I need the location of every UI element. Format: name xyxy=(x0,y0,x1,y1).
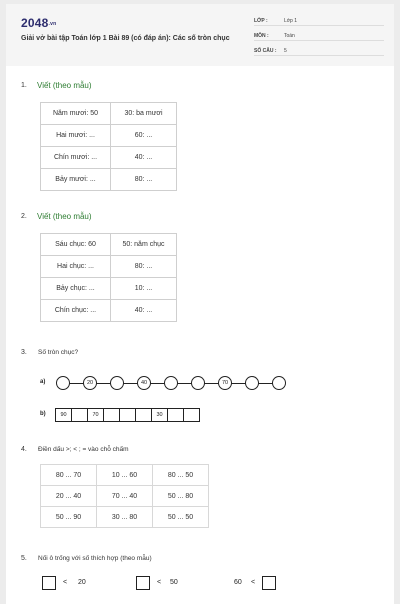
number-circle xyxy=(272,376,286,390)
table-cell: Hai chục: ... xyxy=(41,256,111,278)
table-row xyxy=(41,278,177,300)
meta-count-key: SỐ CÂU : xyxy=(254,48,277,54)
table-row xyxy=(41,125,177,147)
compare-cell: 10 ... 60 xyxy=(97,465,153,486)
table-row xyxy=(41,234,177,256)
table-row xyxy=(41,147,177,169)
q1-table xyxy=(40,102,177,191)
q5-number: 5. xyxy=(21,555,27,562)
q1-number: 1. xyxy=(21,82,27,89)
table-row xyxy=(41,256,177,278)
inequality-sign: < xyxy=(63,579,68,586)
compare-cell: 80 ... 50 xyxy=(153,465,209,486)
q2-title: Viết (theo mẫu) xyxy=(37,212,92,221)
table-cell: Bảy chục: ... xyxy=(41,278,111,300)
table-cell: Bảy mươi: ... xyxy=(41,169,111,191)
meta-question-count xyxy=(254,46,384,56)
q3b-label: b) xyxy=(40,411,46,417)
compare-cell: 70 ... 40 xyxy=(97,486,153,507)
number-box: 70 xyxy=(87,408,104,422)
number-circle: 40 xyxy=(137,376,151,390)
q1-title: Viết (theo mẫu) xyxy=(37,81,92,90)
worksheet-title: Giải vở bài tập Toán lớp 1 Bài 89 (có đáp án): Các số tròn chục xyxy=(21,35,230,42)
worksheet-page xyxy=(6,4,394,604)
compare-cell: 50 ... 90 xyxy=(41,507,97,528)
compare-cell: 80 ... 70 xyxy=(41,465,97,486)
table-cell: 80: ... xyxy=(111,169,177,191)
number-circle: 20 xyxy=(83,376,97,390)
q4-compare-grid xyxy=(40,464,209,528)
number-circle xyxy=(191,376,205,390)
table-row xyxy=(41,465,209,486)
table-cell: Sáu chục: 60 xyxy=(41,234,111,256)
q3a-label: a) xyxy=(40,379,46,385)
table-cell: 80: ... xyxy=(111,256,177,278)
table-row xyxy=(41,486,209,507)
meta-class-value: Lớp 1 xyxy=(284,18,298,24)
meta-class-key: LỚP : xyxy=(254,18,268,24)
table-row xyxy=(41,103,177,125)
q5-text: Nối ô trống với số thích hợp (theo mẫu) xyxy=(38,555,152,562)
answer-box[interactable] xyxy=(136,576,150,590)
number-box xyxy=(119,408,136,422)
q3a-circle-chain xyxy=(40,376,290,390)
table-row xyxy=(41,169,177,191)
table-cell: 40: ... xyxy=(111,147,177,169)
table-cell: Hai mươi: ... xyxy=(41,125,111,147)
number-box xyxy=(71,408,88,422)
inequality-number: 50 xyxy=(170,579,178,586)
meta-subject xyxy=(254,31,384,41)
q2-table xyxy=(40,233,177,322)
q4-number: 4. xyxy=(21,446,27,453)
table-cell: Chín chục: ... xyxy=(41,300,111,322)
q2-number: 2. xyxy=(21,213,27,220)
meta-subject-key: MÔN : xyxy=(254,33,269,39)
table-cell: 50: năm chục xyxy=(111,234,177,256)
number-box xyxy=(167,408,184,422)
table-row xyxy=(41,300,177,322)
q3-text: Số tròn chục? xyxy=(38,349,79,356)
meta-count-value: 5 xyxy=(284,48,287,54)
compare-cell: 50 ... 50 xyxy=(153,507,209,528)
number-box xyxy=(103,408,120,422)
compare-cell: 20 ... 40 xyxy=(41,486,97,507)
inequality-number: 20 xyxy=(78,579,86,586)
q3-number: 3. xyxy=(21,349,27,356)
number-circle xyxy=(110,376,124,390)
q4-text: Điền dấu >; < ; = vào chỗ chấm xyxy=(38,446,129,453)
compare-cell: 50 ... 80 xyxy=(153,486,209,507)
table-cell: 60: ... xyxy=(111,125,177,147)
inequality-sign: < xyxy=(157,579,162,586)
logo-main: 2048 xyxy=(21,16,49,30)
number-circle: 70 xyxy=(218,376,232,390)
number-box: 90 xyxy=(55,408,72,422)
number-circle xyxy=(56,376,70,390)
logo-suffix: .vn xyxy=(48,20,57,27)
meta-subject-value: Toán xyxy=(284,33,295,39)
site-logo[interactable] xyxy=(21,16,56,30)
number-box: 30 xyxy=(151,408,168,422)
table-cell: Chín mươi: ... xyxy=(41,147,111,169)
number-circle xyxy=(164,376,178,390)
table-cell: Năm mươi: 50 xyxy=(41,103,111,125)
table-cell: 10: ... xyxy=(111,278,177,300)
meta-class xyxy=(254,16,384,26)
compare-cell: 30 ... 80 xyxy=(97,507,153,528)
number-circle xyxy=(245,376,259,390)
answer-box[interactable] xyxy=(262,576,276,590)
table-cell: 40: ... xyxy=(111,300,177,322)
answer-box[interactable] xyxy=(42,576,56,590)
number-box xyxy=(135,408,152,422)
worksheet-header xyxy=(6,4,394,66)
table-row xyxy=(41,507,209,528)
inequality-number: 60 xyxy=(234,579,242,586)
number-box xyxy=(183,408,200,422)
inequality-sign: < xyxy=(251,579,256,586)
table-cell: 30: ba mươi xyxy=(111,103,177,125)
